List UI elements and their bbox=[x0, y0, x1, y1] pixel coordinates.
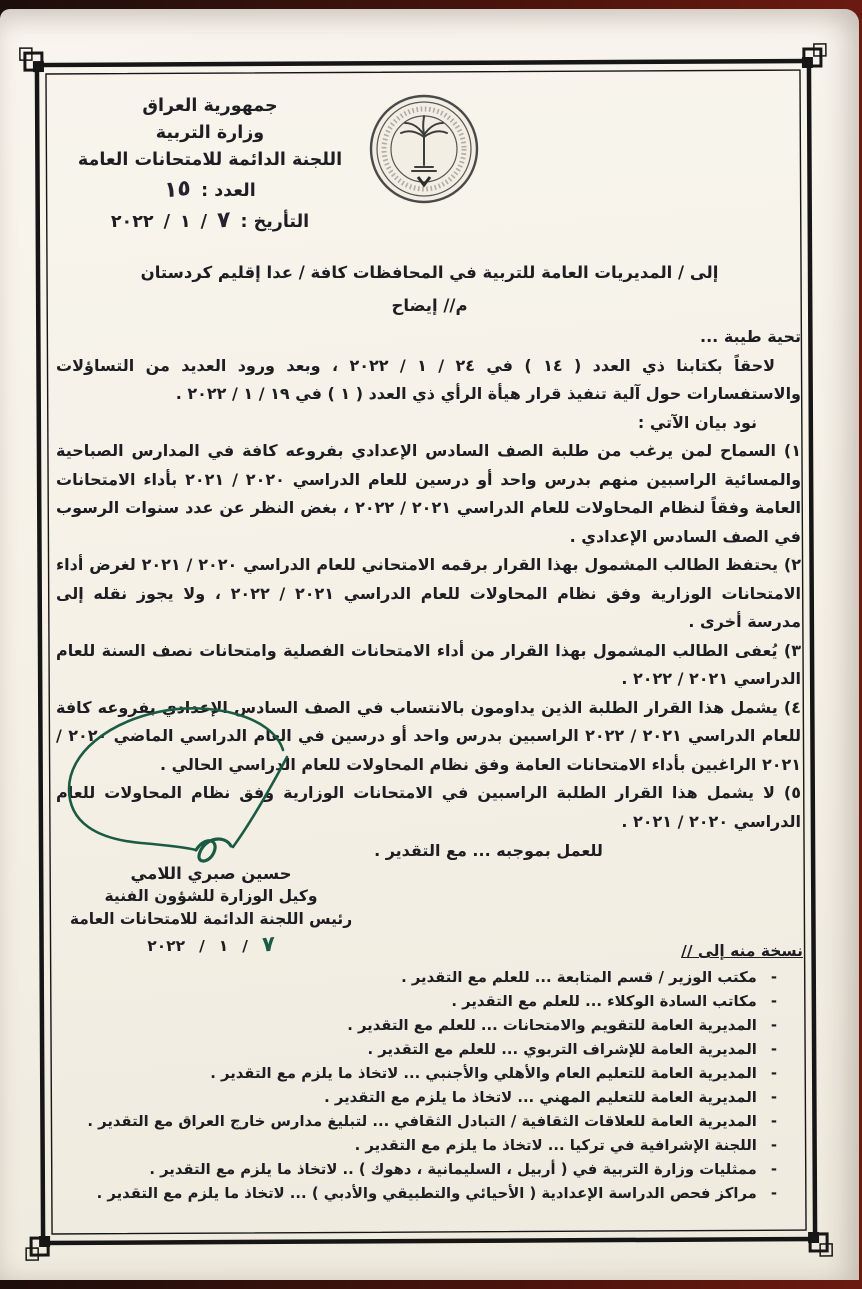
letter-body bbox=[56, 323, 801, 866]
number-value-handwritten: ١٥ bbox=[164, 175, 192, 204]
signatory-title-2: رئيس اللجنة الدائمة للامتحانات العامة bbox=[69, 910, 353, 928]
letter-date-row bbox=[62, 207, 358, 236]
date-label: التأريخ : bbox=[240, 212, 310, 232]
cc-item-text: مكتب الوزير / قسم المتابعة ... للعلم مع التقدير . bbox=[401, 969, 757, 986]
cc-item-text: مراكز فحص الدراسة الإعدادية ( الأحيائي والتطبيقي والأدبي ) ... لاتخاذ ما يلزم مع التقدير . bbox=[96, 1185, 757, 1202]
letter-paper bbox=[0, 9, 859, 1280]
clause-4: ٤) يشمل هذا القرار الطلبة الذين يداومون بالانتساب في الصف السادس الإعدادي بفروعه كافة للعام الدراسي ٢٠٢١ / ٢٠٢٢ الراسبين بدرس واحد أو درسين في العام الدراسي الماضي ٢٠٢٠ / ٢٠٢١ الراغبين بأداء الامتحانات العامة وفق نظام المحاولات للعام الدراسي الحالي . bbox=[56, 697, 802, 774]
cc-items bbox=[52, 966, 803, 1206]
dash-bullet: - bbox=[770, 1137, 777, 1154]
signature-date-separator: / bbox=[242, 937, 248, 955]
date-separator: / bbox=[200, 212, 208, 232]
date-year: ٢٠٢٢ bbox=[110, 212, 154, 232]
cc-item bbox=[52, 1110, 777, 1134]
dash-bullet: - bbox=[770, 1065, 777, 1082]
cc-item-text: ممثليات وزارة التربية في ( أربيل ، السليمانية ، دهوك ) .. لاتخاذ ما يلزم مع التقدير . bbox=[149, 1161, 757, 1178]
clause-3: ٣) يُعفى الطالب المشمول بهذا القرار من أداء الامتحانات الفصلية وامتحانات نصف السنة للعام الدراسي ٢٠٢١ / ٢٠٢٢ . bbox=[56, 640, 801, 688]
dash-bullet: - bbox=[770, 1161, 777, 1178]
dash-bullet: - bbox=[770, 1185, 777, 1202]
letterhead bbox=[62, 93, 358, 236]
cc-item bbox=[52, 1014, 777, 1038]
cc-item bbox=[52, 1086, 777, 1110]
signature-date-separator: / bbox=[199, 937, 205, 955]
closing-line: للعمل بموجبه ... مع التقدير . bbox=[374, 841, 603, 860]
letterhead-ministry: وزارة التربية bbox=[155, 123, 265, 143]
date-separator: / bbox=[163, 212, 170, 232]
cc-item-text: المديرية العامة للتعليم المهني ... لاتخاذ ما يلزم مع التقدير . bbox=[324, 1089, 757, 1106]
dash-bullet: - bbox=[770, 993, 777, 1010]
cc-item-text: المديرية العامة للإشراف التربوي ... للعلم مع التقدير . bbox=[367, 1041, 757, 1058]
cc-heading: نسخة منه إلى // bbox=[681, 942, 803, 960]
dash-bullet: - bbox=[770, 1041, 777, 1058]
cc-item bbox=[52, 966, 777, 990]
dash-bullet: - bbox=[770, 1089, 777, 1106]
signature-date-month: ١ bbox=[218, 937, 229, 955]
dash-bullet: - bbox=[770, 1017, 777, 1034]
number-label: العدد : bbox=[201, 181, 256, 201]
signatory-name: حسين صبري اللامي bbox=[130, 864, 292, 883]
addressee-line: إلى / المديريات العامة للتربية في المحافظات كافة / عدا إقليم كردستان bbox=[140, 263, 719, 282]
cc-item-text: المديرية العامة للتعليم العام والأهلي والأجنبي ... لاتخاذ ما يلزم مع التقدير . bbox=[210, 1065, 757, 1082]
cc-item-text: المديرية العامة للعلاقات الثقافية / التبادل الثقافي ... لتبليغ مدارس خارج العراق مع التقدير . bbox=[87, 1113, 757, 1130]
clause-2: ٢) يحتفظ الطالب المشمول بهذا القرار برقمه الامتحاني للعام الدراسي ٢٠٢٠ / ٢٠٢١ لغرض أداء الامتحانات الوزارية وفق نظام المحاولات للعام الدراسي ٢٠٢١ / ٢٠٢٢ ، ولا يجوز نقله إلى مدرسة أخرى . bbox=[56, 555, 801, 631]
intro-paragraph: لاحقاً بكتابنا ذي العدد ( ١٤ ) في ٢٤ / ١ / ٢٠٢٢ ، وبعد ورود العديد من التساؤلات والاستفسارات حول آلية تنفيذ قرار هيأة الرأي ذي العدد ( ١ ) في ١٩ / ١ / ٢٠٢٢ . bbox=[56, 355, 801, 403]
clause-1: ١) السماح لمن يرغب من طلبة الصف السادس الإعدادي بفروعه كافة في المدارس الصباحية والمسائية الراسبين منهم بدرس واحد أو درسين للعام الدراسي ٢٠٢٠ / ٢٠٢١ بأداء الامتحانات العامة وفقاً لنظام المحاولات للعام الدراسي ٢٠٢١ / ٢٠٢٢ ، بغض النظر عن عدد سنوات الرسوب في الصف السادس الإعدادي . bbox=[56, 441, 802, 546]
cc-item bbox=[52, 1038, 777, 1062]
clause-5: ٥) لا يشمل هذا القرار الطلبة الراسبين في الامتحانات الوزارية وفق نظام المحاولات للعام الدراسي ٢٠٢٠ / ٢٠٢١ . bbox=[56, 783, 801, 831]
date-month: ١ bbox=[179, 212, 191, 232]
cc-item bbox=[52, 1062, 777, 1086]
cc-item-text: اللجنة الإشرافية في تركيا ... لاتخاذ ما يلزم مع التقدير . bbox=[354, 1137, 757, 1154]
cc-item-text: مكاتب السادة الوكلاء ... للعلم مع التقدير . bbox=[451, 993, 757, 1010]
letterhead-committee: اللجنة الدائمة للامتحانات العامة bbox=[77, 150, 343, 170]
lead-line: نود بيان الآتي : bbox=[637, 412, 757, 432]
subject-line: م// إيضاح bbox=[391, 296, 468, 315]
dash-bullet: - bbox=[770, 1113, 777, 1130]
ministry-seal-icon bbox=[368, 93, 480, 205]
signature-date-year: ٢٠٢٢ bbox=[147, 937, 186, 955]
signature-date-day-handwritten: ٧ bbox=[261, 931, 275, 957]
cc-item bbox=[52, 1158, 777, 1182]
letterhead-country: جمهورية العراق bbox=[142, 96, 278, 116]
greeting-line: تحية طيبة ... bbox=[700, 327, 801, 346]
date-day-handwritten: ٧ bbox=[217, 207, 231, 234]
letter-number-row bbox=[62, 176, 358, 205]
cc-item-text: المديرية العامة للتقويم والامتحانات ... للعلم مع التقدير . bbox=[347, 1017, 757, 1034]
dash-bullet: - bbox=[770, 969, 777, 986]
signatory-title-1: وكيل الوزارة للشؤون الفنية bbox=[104, 887, 318, 905]
cc-item bbox=[52, 1182, 777, 1206]
cc-item bbox=[52, 990, 777, 1014]
copy-distribution-list bbox=[52, 942, 803, 1206]
cc-item bbox=[52, 1134, 777, 1158]
